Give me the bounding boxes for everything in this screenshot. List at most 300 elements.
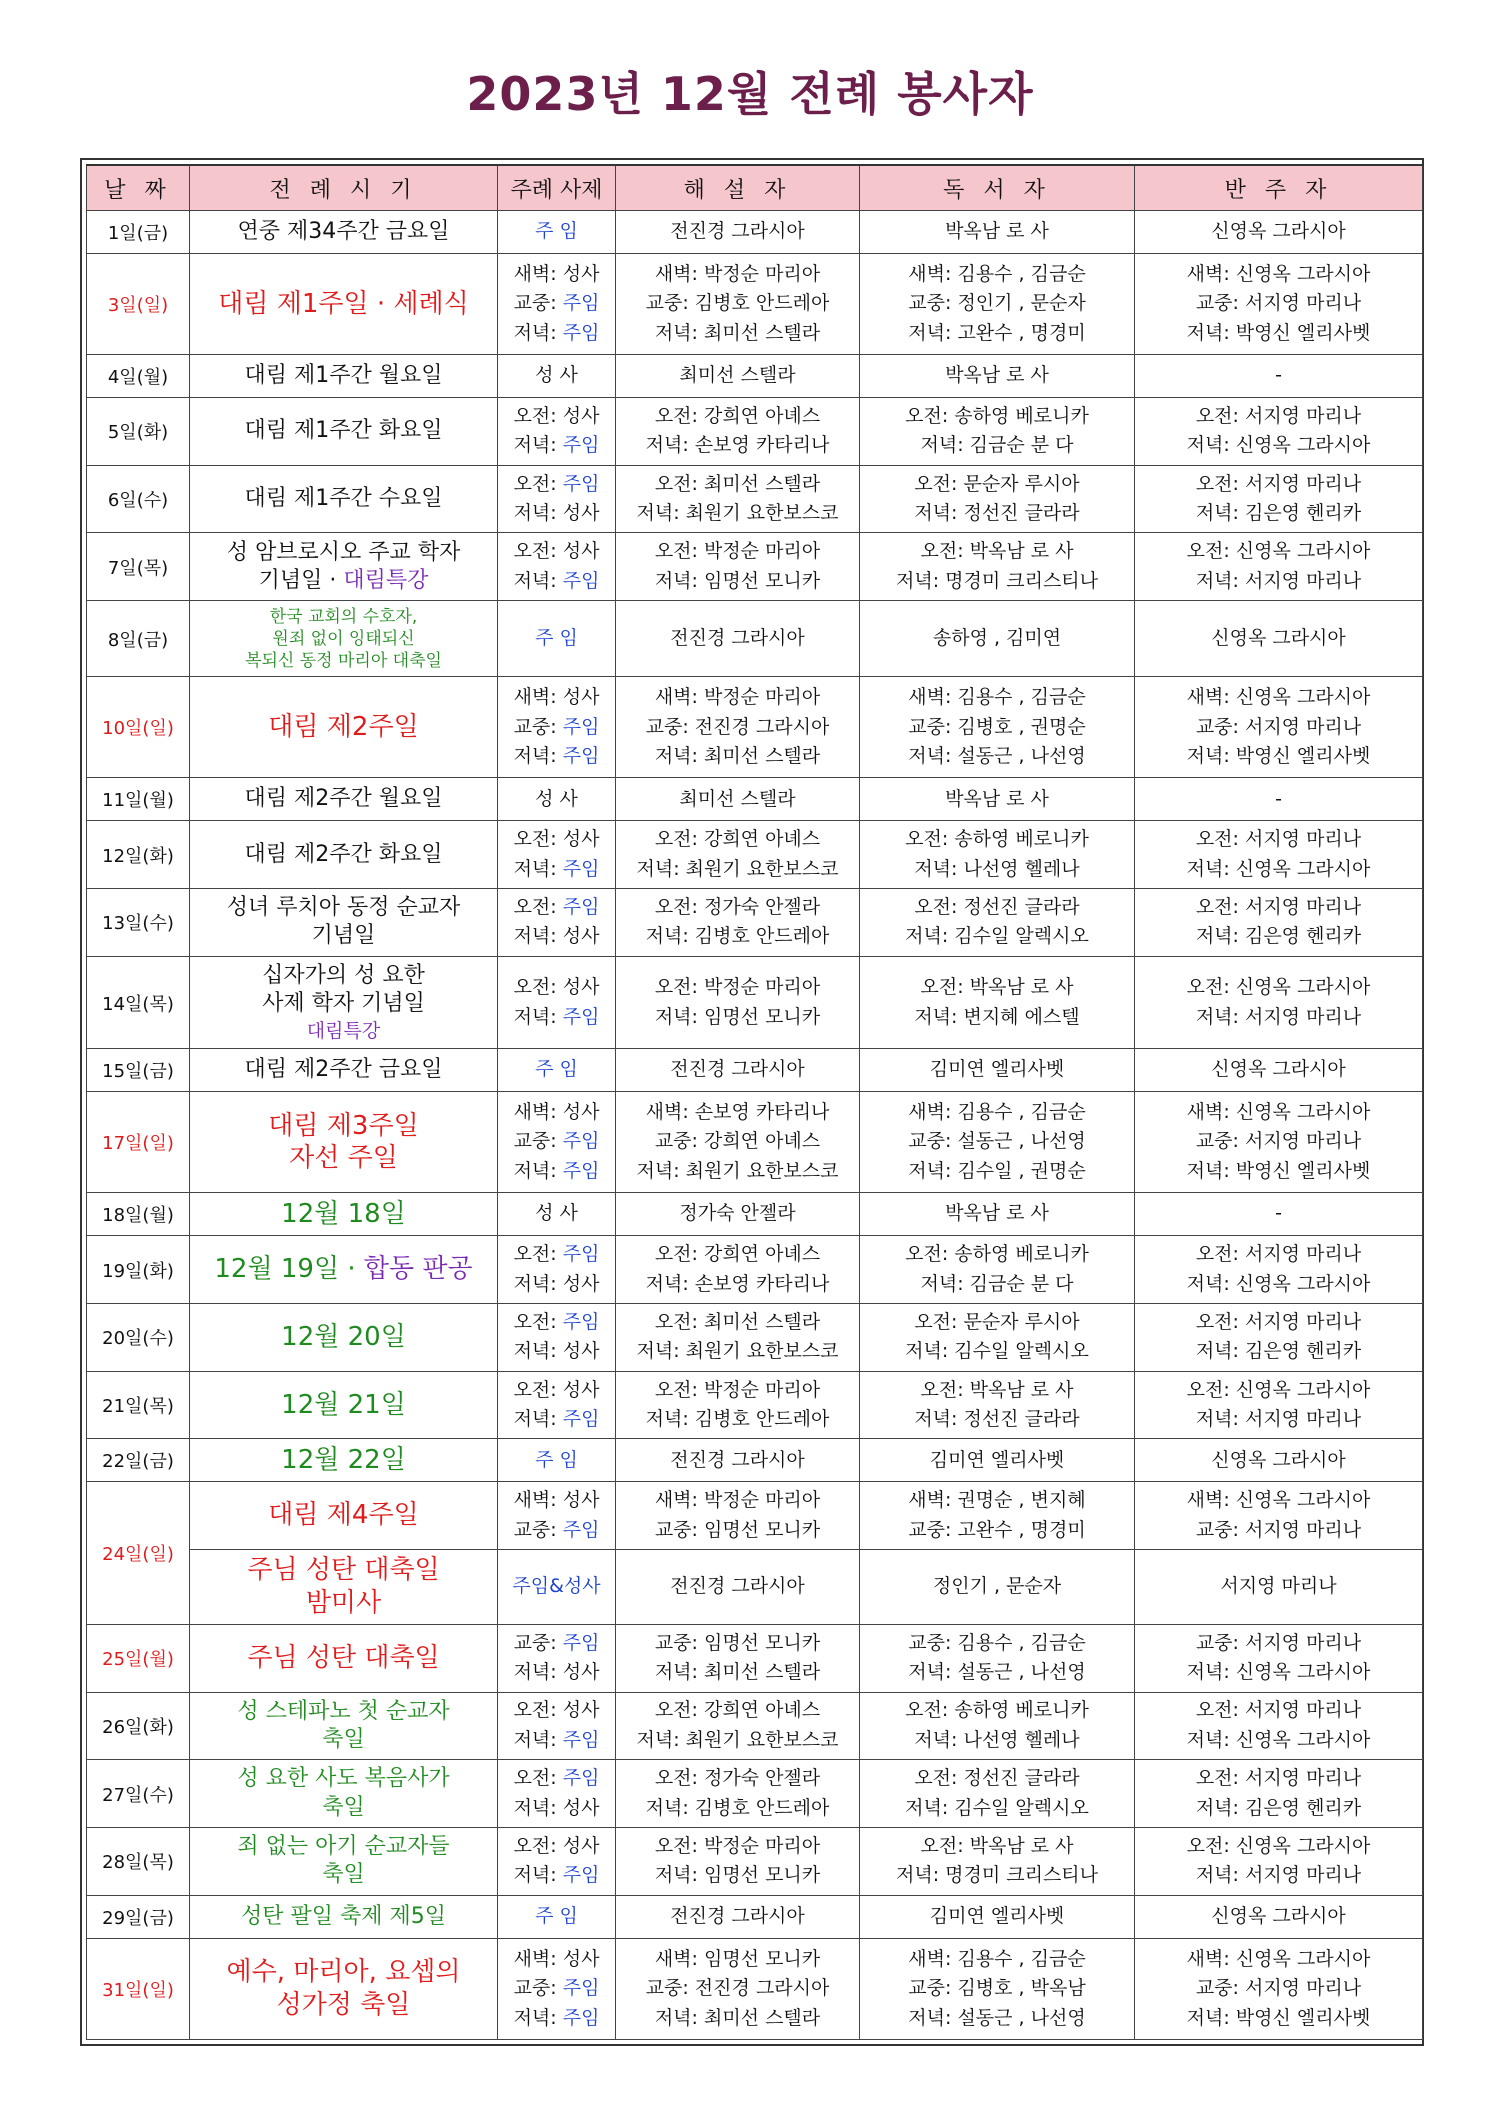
cell-line: 오전: 성사: [513, 828, 600, 851]
cell-line: 교중: 김병호 , 박옥남: [908, 1977, 1086, 2000]
cell-line: 오전: 박정순 마리아: [654, 540, 821, 563]
cell-line: 교중: 강희연 아녜스: [654, 1130, 821, 1153]
cell-line: 주임&성사: [512, 1575, 601, 1598]
cell-line: 전진경 그라시아: [670, 1058, 805, 1081]
cell-line: 저녁: 김금순 분 다: [920, 434, 1074, 457]
cell-line: 교중: 주임: [513, 1518, 600, 1541]
cell-line: 저녁: 성사: [513, 1661, 600, 1684]
cell-line: 성 사: [535, 1202, 578, 1225]
cell-line: 저녁: 서지영 마리나: [1195, 569, 1362, 592]
liturgy-line: 예수, 마리아, 요셉의: [226, 1957, 461, 1988]
cell-line: 저녁: 신영옥 그라시아: [1186, 1661, 1371, 1684]
reader-cell: [860, 778, 1135, 821]
liturgy-text: 주님 성탄 대축일: [247, 1642, 440, 1673]
cell-line: 교중: 서지영 마리나: [1195, 292, 1362, 315]
liturgy-text: 12월 19일 ·: [214, 1254, 364, 1285]
cell-line: 오전: 신영옥 그라시아: [1186, 1378, 1371, 1401]
cell-line: 박옥남 로 사: [945, 787, 1049, 810]
header-row: [87, 165, 1423, 211]
priest-cell: [498, 778, 616, 821]
liturgy-line: 성 암브로시오 주교 학자: [226, 539, 461, 565]
cell-line: 저녁: 설동근 , 나선영: [908, 2006, 1086, 2029]
cell-line: 최미선 스텔라: [679, 787, 796, 810]
cell-line: 새벽: 성사: [513, 1947, 600, 1970]
liturgy-cell: [190, 1482, 498, 1550]
cell-line: 저녁: 최원기 요한보스코: [636, 1340, 839, 1363]
reader-cell: [860, 1827, 1135, 1895]
date-cell: 12일(화): [87, 821, 190, 889]
liturgy-text: 대림 제1주간 화요일: [244, 418, 443, 444]
liturgy-line: 성 스테파노 첫 순교자: [237, 1698, 450, 1724]
priest-cell: [498, 1482, 616, 1550]
cell-line: 저녁: 최원기 요한보스코: [636, 857, 839, 880]
cell-line: 저녁: 명경미 크리스티나: [895, 1864, 1099, 1887]
reader-cell: [860, 1895, 1135, 1938]
liturgy-line: 기념일: [311, 923, 376, 949]
cell-line: 오전: 송하영 베로니카: [905, 1243, 1089, 1266]
date-cell: 5일(화): [87, 398, 190, 466]
cell-line: 새벽: 성사: [513, 686, 600, 709]
commentator-cell: [616, 253, 860, 354]
organist-cell: [1135, 1895, 1423, 1938]
cell-line: 저녁: 성사: [513, 925, 600, 948]
cell-line: 교중: 임명선 모니카: [654, 1518, 821, 1541]
reader-cell: [860, 1760, 1135, 1828]
date-cell: 17일(일): [87, 1092, 190, 1193]
organist-cell: [1135, 1303, 1423, 1371]
cell-line: 저녁: 김은영 헨리카: [1195, 925, 1362, 948]
cell-line: 저녁: 주임: [513, 1864, 600, 1887]
table-row: [87, 1624, 1423, 1692]
reader-cell: [860, 1624, 1135, 1692]
cell-line: 오전: 서지영 마리나: [1195, 1699, 1362, 1722]
commentator-cell: [616, 1550, 860, 1625]
cell-line: 저녁: 성사: [513, 1340, 600, 1363]
table-row: [87, 889, 1423, 957]
cell-line: 저녁: 손보영 카타리나: [645, 1272, 830, 1295]
priest-cell: [498, 1624, 616, 1692]
cell-line: 저녁: 주임: [513, 434, 600, 457]
cell-line: 오전: 서지영 마리나: [1195, 1310, 1362, 1333]
cell-line: 새벽: 김용수 , 김금순: [908, 262, 1086, 285]
cell-line: 오전: 강희연 아녜스: [654, 828, 821, 851]
priest-cell: [498, 1092, 616, 1193]
liturgy-cell: [190, 1550, 498, 1625]
cell-line: 교중: 서지영 마리나: [1195, 715, 1362, 738]
liturgy-text: 연중 제34주간 금요일: [237, 218, 450, 244]
cell-line: 저녁: 김은영 헨리카: [1195, 1796, 1362, 1819]
liturgy-cell: [190, 1760, 498, 1828]
commentator-cell: [616, 601, 860, 677]
cell-line: 전진경 그라시아: [670, 1448, 805, 1471]
priest-cell: [498, 1692, 616, 1760]
cell-line: 저녁: 박영신 엘리사벳: [1186, 745, 1371, 768]
priest-cell: [498, 211, 616, 254]
cell-line: 오전: 주임: [513, 1243, 600, 1266]
cell-line: 오전: 정가숙 안젤라: [654, 1767, 821, 1790]
cell-line: 새벽: 신영옥 그라시아: [1186, 262, 1371, 285]
organist-cell: [1135, 398, 1423, 466]
liturgy-cell: [190, 533, 498, 601]
cell-line: 새벽: 신영옥 그라시아: [1186, 1101, 1371, 1124]
reader-cell: [860, 1550, 1135, 1625]
cell-line: 저녁: 신영옥 그라시아: [1186, 1272, 1371, 1295]
table-row: [87, 1760, 1423, 1828]
cell-line: 저녁: 설동근 , 나선영: [908, 1661, 1086, 1684]
liturgy-cell: [190, 253, 498, 354]
organist-cell: [1135, 355, 1423, 398]
date-cell: 29일(금): [87, 1895, 190, 1938]
reader-cell: [860, 1692, 1135, 1760]
liturgy-cell: [190, 211, 498, 254]
liturgy-cell: [190, 1439, 498, 1482]
cell-line: 교중: 임명선 모니카: [654, 1631, 821, 1654]
liturgy-line: 한국 교회의 수호자,: [269, 606, 418, 627]
liturgy-text: 12월 21일: [281, 1389, 406, 1420]
table-row: [87, 1371, 1423, 1439]
table-row: [87, 355, 1423, 398]
cell-line: 저녁: 김수일 , 권명순: [908, 1159, 1086, 1182]
table-row: [87, 211, 1423, 254]
commentator-cell: [616, 1895, 860, 1938]
liturgy-line: 축일: [322, 1862, 365, 1888]
date-cell: 4일(월): [87, 355, 190, 398]
cell-line: 오전: 주임: [513, 896, 600, 919]
liturgy-line: 원죄 없이 잉태되신: [272, 628, 415, 649]
cell-line: 저녁: 서지영 마리나: [1195, 1408, 1362, 1431]
liturgy-cell: [190, 1303, 498, 1371]
table-row: [87, 956, 1423, 1048]
priest-cell: [498, 889, 616, 957]
cell-line: 저녁: 성사: [513, 502, 600, 525]
liturgy-cell: [190, 677, 498, 778]
organist-cell: [1135, 601, 1423, 677]
liturgy-cell: [190, 1895, 498, 1938]
cell-line: 새벽: 손보영 카타리나: [645, 1101, 830, 1124]
organist-cell: [1135, 1371, 1423, 1439]
priest-cell: [498, 465, 616, 533]
cell-line: 전진경 그라시아: [670, 1575, 805, 1598]
cell-line: 오전: 서지영 마리나: [1195, 1243, 1362, 1266]
cell-line: 박옥남 로 사: [945, 1202, 1049, 1225]
liturgy-line: 십자가의 성 요한: [262, 963, 425, 989]
commentator-cell: [616, 1236, 860, 1304]
cell-line: 오전: 성사: [513, 976, 600, 999]
liturgy-line: 자선 주일: [289, 1143, 398, 1174]
table-row: [87, 1439, 1423, 1482]
cell-line: 새벽: 임명선 모니카: [654, 1947, 821, 1970]
cell-line: 오전: 송하영 베로니카: [905, 1699, 1089, 1722]
cell-line: 새벽: 김용수 , 김금순: [908, 1101, 1086, 1124]
liturgy-text: 12월 18일: [281, 1198, 406, 1229]
cell-line: 오전: 신영옥 그라시아: [1186, 976, 1371, 999]
priest-cell: [498, 533, 616, 601]
commentator-cell: [616, 889, 860, 957]
organist-cell: [1135, 1760, 1423, 1828]
liturgy-text: 12월 20일: [281, 1322, 406, 1353]
reader-cell: [860, 821, 1135, 889]
liturgy-line: 대림 제3주일: [268, 1110, 419, 1141]
cell-line: 저녁: 명경미 크리스티나: [895, 569, 1099, 592]
reader-cell: [860, 601, 1135, 677]
cell-line: 신영옥 그라시아: [1211, 1448, 1346, 1471]
cell-line: 저녁: 주임: [513, 2006, 600, 2029]
cell-line: 오전: 박정순 마리아: [654, 976, 821, 999]
cell-line: 교중: 김병호 안드레아: [645, 292, 830, 315]
cell-line: 오전: 강희연 아녜스: [654, 1243, 821, 1266]
priest-cell: [498, 1760, 616, 1828]
date-cell: 10일(일): [87, 677, 190, 778]
liturgy-text: 대림 제2주일: [268, 712, 419, 743]
liturgy-line: 축일: [322, 1726, 365, 1752]
cell-line: 저녁: 박영신 엘리사벳: [1186, 321, 1371, 344]
cell-line: 오전: 박옥남 로 사: [920, 1378, 1074, 1401]
date-cell: 19일(화): [87, 1236, 190, 1304]
table-row: [87, 533, 1423, 601]
cell-line: 신영옥 그라시아: [1211, 1058, 1346, 1081]
cell-line: 새벽: 성사: [513, 1489, 600, 1512]
cell-line: 저녁: 손보영 카타리나: [645, 434, 830, 457]
table-row: [87, 1049, 1423, 1092]
organist-cell: [1135, 956, 1423, 1048]
liturgy-text: 대림 제1주일 · 세례식: [218, 288, 469, 319]
cell-line: 주 임: [535, 1904, 578, 1927]
date-cell: 15일(금): [87, 1049, 190, 1092]
cell-line: 오전: 서지영 마리나: [1195, 404, 1362, 427]
date-cell: 21일(목): [87, 1371, 190, 1439]
cell-line: 교중: 전진경 그라시아: [645, 715, 830, 738]
cell-line: 저녁: 신영옥 그라시아: [1186, 434, 1371, 457]
commentator-cell: [616, 821, 860, 889]
table-row: [87, 821, 1423, 889]
priest-cell: [498, 253, 616, 354]
table-row: [87, 677, 1423, 778]
organist-cell: [1135, 1193, 1423, 1236]
cell-line: 오전: 최미선 스텔라: [654, 1310, 821, 1333]
cell-line: 저녁: 주임: [513, 321, 600, 344]
table-row: [87, 1938, 1423, 2039]
table-row: [87, 1550, 1423, 1625]
priest-cell: [498, 1193, 616, 1236]
date-cell: 20일(수): [87, 1303, 190, 1371]
liturgy-cell: [190, 778, 498, 821]
cell-line: 새벽: 김용수 , 김금순: [908, 1947, 1086, 1970]
liturgy-line: 복되신 동정 마리아 대축일: [245, 650, 442, 671]
priest-cell: [498, 398, 616, 466]
col-header-commentator: 해 설 자: [616, 165, 860, 211]
cell-line: 오전: 문순자 루시아: [914, 1310, 1080, 1333]
organist-cell: [1135, 677, 1423, 778]
cell-line: 정가숙 안젤라: [679, 1202, 796, 1225]
cell-line: 오전: 최미선 스텔라: [654, 472, 821, 495]
cell-line: 송하영 , 김미연: [932, 627, 1062, 650]
cell-line: 김미연 엘리사벳: [929, 1448, 1065, 1471]
cell-line: 오전: 강희연 아녜스: [654, 404, 821, 427]
commentator-cell: [616, 1760, 860, 1828]
cell-line: 오전: 정가숙 안젤라: [654, 896, 821, 919]
priest-cell: [498, 1827, 616, 1895]
date-cell: 28일(목): [87, 1827, 190, 1895]
liturgy-text: 대림 제2주간 화요일: [244, 841, 443, 867]
cell-line: 교중: 주임: [513, 1977, 600, 2000]
liturgy-cell: [190, 1827, 498, 1895]
liturgy-line: 성 요한 사도 복음사가: [237, 1766, 450, 1792]
cell-line: 교중: 전진경 그라시아: [645, 1977, 830, 2000]
reader-cell: [860, 1371, 1135, 1439]
liturgy-cell: [190, 1692, 498, 1760]
cell-line: 새벽: 신영옥 그라시아: [1186, 1489, 1371, 1512]
organist-cell: [1135, 1624, 1423, 1692]
cell-line: 저녁: 임명선 모니카: [654, 1005, 821, 1028]
organist-cell: [1135, 253, 1423, 354]
cell-line: 저녁: 주임: [513, 1005, 600, 1028]
reader-cell: [860, 1303, 1135, 1371]
cell-line: 신영옥 그라시아: [1211, 1904, 1346, 1927]
cell-line: 새벽: 신영옥 그라시아: [1186, 686, 1371, 709]
cell-line: 저녁: 주임: [513, 1728, 600, 1751]
cell-line: 저녁: 서지영 마리나: [1195, 1005, 1362, 1028]
cell-line: 김미연 엘리사벳: [929, 1904, 1065, 1927]
cell-line: 저녁: 성사: [513, 1272, 600, 1295]
cell-line: 저녁: 임명선 모니카: [654, 1864, 821, 1887]
cell-line: 저녁: 최미선 스텔라: [654, 1661, 821, 1684]
priest-cell: [498, 1938, 616, 2039]
reader-cell: [860, 533, 1135, 601]
cell-line: 저녁: 박영신 엘리사벳: [1186, 2006, 1371, 2029]
commentator-cell: [616, 677, 860, 778]
liturgy-text: 대림 제1주간 월요일: [244, 362, 443, 388]
cell-line: 교중: 주임: [513, 715, 600, 738]
cell-line: 오전: 강희연 아녜스: [654, 1699, 821, 1722]
cell-line: 오전: 신영옥 그라시아: [1186, 540, 1371, 563]
cell-line: 저녁: 신영옥 그라시아: [1186, 1728, 1371, 1751]
cell-line: -: [1275, 1202, 1282, 1225]
commentator-cell: [616, 533, 860, 601]
cell-line: 저녁: 김은영 헨리카: [1195, 1340, 1362, 1363]
commentator-cell: [616, 355, 860, 398]
cell-line: 오전: 성사: [513, 404, 600, 427]
cell-line: 저녁: 신영옥 그라시아: [1186, 857, 1371, 880]
cell-line: 새벽: 성사: [513, 262, 600, 285]
cell-line: 교중: 김용수 , 김금순: [908, 1631, 1086, 1654]
cell-line: 저녁: 최미선 스텔라: [654, 321, 821, 344]
cell-line: 저녁: 최원기 요한보스코: [636, 1159, 839, 1182]
cell-line: 저녁: 김은영 헨리카: [1195, 502, 1362, 525]
date-cell: 1일(금): [87, 211, 190, 254]
liturgy-cell: [190, 1049, 498, 1092]
cell-line: 오전: 신영옥 그라시아: [1186, 1834, 1371, 1857]
cell-line: 오전: 박정순 마리아: [654, 1378, 821, 1401]
liturgy-line: 축일: [322, 1794, 365, 1820]
cell-line: 저녁: 정선진 글라라: [914, 1408, 1080, 1431]
cell-line: 오전: 서지영 마리나: [1195, 1767, 1362, 1790]
organist-cell: [1135, 1439, 1423, 1482]
table-row: [87, 1895, 1423, 1938]
cell-line: 저녁: 김수일 알렉시오: [905, 1796, 1089, 1819]
organist-cell: [1135, 1482, 1423, 1550]
liturgy-text: 대림 제1주간 수요일: [244, 486, 443, 512]
date-cell: 11일(월): [87, 778, 190, 821]
cell-line: -: [1275, 787, 1282, 810]
liturgy-cell: [190, 1938, 498, 2039]
cell-line: 저녁: 주임: [513, 569, 600, 592]
cell-line: 저녁: 서지영 마리나: [1195, 1864, 1362, 1887]
cell-line: 정인기 , 문순자: [932, 1575, 1062, 1598]
cell-line: 오전: 정선진 글라라: [914, 1767, 1080, 1790]
col-header-organist: 반 주 자: [1135, 165, 1423, 211]
reader-cell: [860, 1938, 1135, 2039]
cell-line: 새벽: 성사: [513, 1101, 600, 1124]
cell-line: 주 임: [535, 1058, 578, 1081]
reader-cell: [860, 1439, 1135, 1482]
cell-line: 오전: 서지영 마리나: [1195, 472, 1362, 495]
commentator-cell: [616, 956, 860, 1048]
organist-cell: [1135, 1550, 1423, 1625]
date-cell: 26일(화): [87, 1692, 190, 1760]
priest-cell: [498, 1439, 616, 1482]
cell-line: 저녁: 김금순 분 다: [920, 1272, 1074, 1295]
col-header-liturgy: 전 례 시 기: [190, 165, 498, 211]
cell-line: 새벽: 박정순 마리아: [654, 1489, 821, 1512]
liturgy-line: 주님 성탄 대축일: [247, 1555, 440, 1586]
organist-cell: [1135, 821, 1423, 889]
priest-cell: [498, 1049, 616, 1092]
priest-cell: [498, 1550, 616, 1625]
cell-line: 오전: 송하영 베로니카: [905, 828, 1089, 851]
liturgy-cell: [190, 1193, 498, 1236]
cell-line: 저녁: 최미선 스텔라: [654, 2006, 821, 2029]
organist-cell: [1135, 1092, 1423, 1193]
organist-cell: [1135, 465, 1423, 533]
reader-cell: [860, 355, 1135, 398]
cell-line: 저녁: 성사: [513, 1796, 600, 1819]
liturgy-cell: [190, 1092, 498, 1193]
liturgy-cell: [190, 601, 498, 677]
col-header-priest: 주례 사제: [498, 165, 616, 211]
cell-line: 오전: 서지영 마리나: [1195, 896, 1362, 919]
reader-cell: [860, 253, 1135, 354]
organist-cell: [1135, 1049, 1423, 1092]
liturgy-text: 대림 제2주간 금요일: [244, 1057, 443, 1083]
date-cell: 31일(일): [87, 1938, 190, 2039]
reader-cell: [860, 1236, 1135, 1304]
cell-line: 신영옥 그라시아: [1211, 220, 1346, 243]
cell-line: 저녁: 정선진 글라라: [914, 502, 1080, 525]
cell-line: 저녁: 최원기 요한보스코: [636, 1728, 839, 1751]
cell-line: 저녁: 박영신 엘리사벳: [1186, 1159, 1371, 1182]
priest-cell: [498, 1236, 616, 1304]
cell-line: 오전: 정선진 글라라: [914, 896, 1080, 919]
priest-cell: [498, 1895, 616, 1938]
commentator-cell: [616, 1938, 860, 2039]
cell-line: 교중: 서지영 마리나: [1195, 1130, 1362, 1153]
liturgy-cell: [190, 956, 498, 1048]
cell-line: 저녁: 김수일 알렉시오: [905, 925, 1089, 948]
cell-line: 저녁: 주임: [513, 1408, 600, 1431]
table-row: [87, 253, 1423, 354]
cell-line: 주 임: [535, 1448, 578, 1471]
date-cell: 25일(월): [87, 1624, 190, 1692]
commentator-cell: [616, 1371, 860, 1439]
cell-line: 교중: 서지영 마리나: [1195, 1518, 1362, 1541]
liturgy-cell: [190, 398, 498, 466]
cell-line: 전진경 그라시아: [670, 1904, 805, 1927]
liturgy-note: 합동 판공: [363, 1254, 473, 1285]
cell-line: 오전: 송하영 베로니카: [905, 404, 1089, 427]
priest-cell: [498, 1371, 616, 1439]
organist-cell: [1135, 211, 1423, 254]
table-row: [87, 1236, 1423, 1304]
